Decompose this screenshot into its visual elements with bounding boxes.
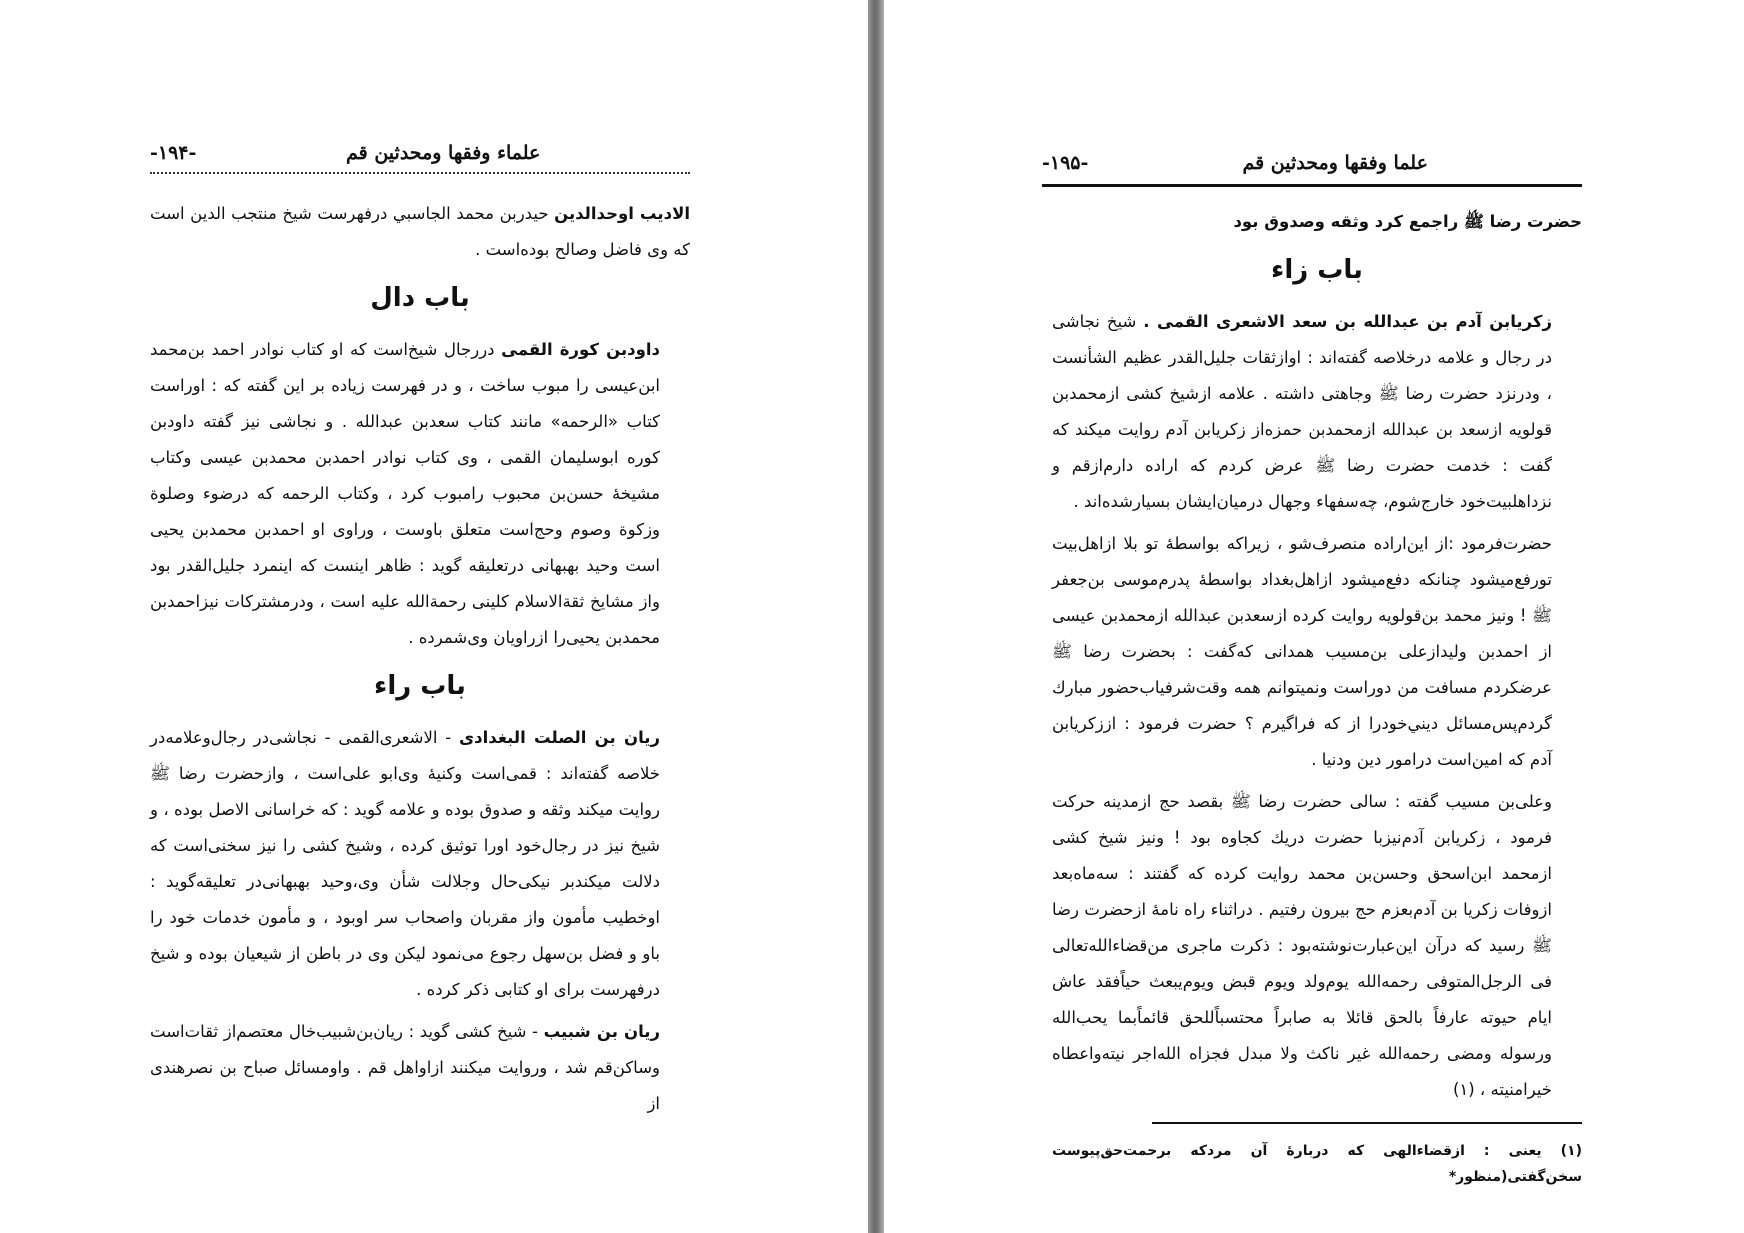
left-page-number: -۱۹۴-: [150, 142, 197, 164]
section-heading-dal: باب دال: [370, 283, 470, 313]
left-running-title: علماء وفقها ومحدثين قم: [346, 142, 541, 164]
zakariya-lead: زكريابن آدم بن عبدالله بن سعد الاشعرى القمى .: [1143, 312, 1552, 331]
rayyan-shabib-lead: ريان بن شبيب: [543, 1022, 660, 1041]
continuation-line: حضرت رضا ﷺ راجمع كرد وثقه وصدوق بود: [1233, 212, 1582, 231]
left-page: [0, 0, 868, 1233]
footnote: (۱) يعنى : ازقضاءالهى كه دربارهٔ آن مردكه برحمت‌حق‌پيوست سخن‌گفتى(منظور*: [1052, 1143, 1582, 1185]
right-running-title: علما وفقها ومحدثين قم: [1242, 152, 1428, 174]
intro-paragraph: [150, 196, 690, 268]
hazrat-paragraph: حضرت‌فرمود :از اين‌اراده منصرف‌شو ، زيراكه بواسطهٔ تو بلا ازاهل‌بيت تورفع‌ميشود چنانكه دفع‌ميشود ازاهل‌بغداد بواسطهٔ پدرم‌موسى بن‌جعفر ﷺ ! ونيز محمد بن‌قولويه روايت كرده ازسعدبن عبدالله ازمحمدبن عيسى از احمدبن وليدازعلى بن‌مسيب همدانى كه‌گفت : بحضرت رضا ﷺ عرضكردم مسافت من دوراست ونميتوانم همه وقت‌شرفياب‌حضور مبارك گردم‌پس‌مسائل ديني‌خودرا از كه فراگيرم ؟ حضرت فرمود : اززكريابن آدم كه امين‌است درامور دين ودنيا .: [1052, 534, 1552, 769]
dawud-text: دررجال شيخ‌است كه او كتاب نوادر احمد بن‌محمد ابن‌عيسى را مبوب ساخت ، و در فهرست زياده بر اين گفته كه : اوراست كتاب «الرحمه» مانند كتاب سعدبن عبدالله . و نجاشى نيز گفته داودبن كوره ابوسليمان القمى ، وى كتاب نوادر احمدبن محمدبن عيسى وكتاب مشيخهٔ حسن‌بن محبوب رامبوب كرد ، وكتاب الرحمه كه درضوء وصلوة وزكوة وصوم وحج‌است متعلق باوست ، وراوى او احمدبن محمدبن يحيى است وحيد بهبهانى درتعليقه گويد : ظاهر اينست كه اينمرد جليل‌القدر بود واز مشايخ ثقة‌الاسلام كلينى رحمة‌الله عليه است ، ودرمشتركات نيزاحمدبن محمدبن يحيى‌را ازراويان وى‌شمرده .: [150, 340, 660, 647]
intro-lead: الاديب اوحدالدين: [554, 204, 691, 223]
right-page-number: -۱۹۵-: [1042, 152, 1089, 174]
rayyan-shabib-text: - شيخ كشى گويد : ريان‌بن‌شبيب‌خال معتصم‌از ثقات‌است وساكن‌قم شد ، وروايت ميكنند ازاواهل قم . واومسائل صباح بن نصرهندى از: [150, 1022, 660, 1113]
rayyan-salt-text: - الاشعرى‌القمى - نجاشى‌در رجال‌وعلامه‌در خلاصه گفته‌اند : قمى‌است وكنيهٔ وى‌ابو على‌است ، وازحضرت رضا ﷺ روايت ميكند وثقه و صدوق بوده و علامه گويد : كه خراسانى الاصل بوده ، و شيخ نيز در رجال‌خود اورا توثيق كرده ، وشيخ كشى را نيز سخنى‌است كه دلالت ميكندبر نيكى‌حال وجلالت شأن وى،وحيد بهبهانى‌در تعليقه‌گويد : اوخطيب مأمون واز مقربان واصحاب سر اوبود ، و مأمون خدمات خود را باو و فضل بن‌سهل رجوع مى‌نمود ليكن وى در باطن از شيعيان بوده و شيخ درفهرست براى او كتابى ذكر كرده .: [150, 728, 660, 999]
dawud-lead: داودبن كورة القمى: [501, 340, 660, 359]
dawud-paragraph: [150, 332, 690, 656]
book-gutter: [868, 0, 884, 1233]
rayyan-shabib-paragraph: [150, 1014, 690, 1122]
zakariya-text: شيخ نجاشى در رجال و علامه درخلاصه گفته‌اند : اوازثقات جليل‌القدر عظيم الشأنست ، ودرنزد حضرت رضا ﷺ وجاهتى داشته . علامه ازشيخ كشى ازمحمدبن قولويه ازسعد بن عبدالله ازمحمدبن حمزه‌از زكريابن آدم روايت ميكند كه گفت : خدمت حضرت رضا ﷺ عرض كردم كه اراده دارم‌ازقم و نزداهلبيت‌خود خارج‌شوم، چه‌سفهاء وجهال درميان‌ايشان بسيارشده‌اند .: [1052, 312, 1552, 511]
footnote-rule: [1152, 1122, 1582, 1124]
right-page: [884, 0, 1744, 1233]
rayyan-salt-lead: ريان بن الصلت البغدادى: [459, 728, 660, 747]
right-page-body: [1052, 204, 1582, 1204]
rayyan-salt-paragraph: [150, 720, 690, 1008]
right-page-header: [1042, 152, 1582, 187]
ali-musayyib-paragraph: وعلى‌بن مسيب گفته : سالى حضرت رضا ﷺ بقصد حج ازمدينه حركت فرمود ، زكريابن آدم‌نيزبا حضرت دريك كجاوه بود ! ونيز شيخ كشى ازمحمد ابن‌اسحق وحسن‌بن محمد روايت كرده كه گفتند : سه‌ماه‌بعد ازوفات زكريا بن آدم‌بعزم حج بيرون رفتيم . دراثناء راه نامهٔ ازحضرت رضا ﷺ رسيد كه درآن اين‌عبارت‌نوشته‌بود : ذكرت ماجرى من‌قضاءالله‌تعالى فى الرجل‌المتوفى رحمه‌الله يوم‌ولد ويوم قبض ويوم‌يبعث حياًفقد عاش ايام حيوته عارفاً بالحق قائلا به صابراً محتسباًللحق قائماًبما يحب‌الله ورسوله ومضى رحمه‌الله غير ناكث ولا مبدل فجزاه الله‌اجر نيته‌واعطاه خيرامنيته ، (۱): [1052, 792, 1552, 1099]
left-page-header: [150, 142, 690, 174]
zakariya-paragraph: [1052, 304, 1582, 520]
left-page-body: [150, 196, 690, 1128]
section-heading-za: باب زاء: [1271, 255, 1363, 285]
intro-text: حيدربن محمد الجاسبي درفهرست شيخ منتجب الدين است كه وى فاضل وصالح بوده‌است .: [150, 204, 690, 259]
section-heading-ra: باب راء: [374, 671, 466, 701]
